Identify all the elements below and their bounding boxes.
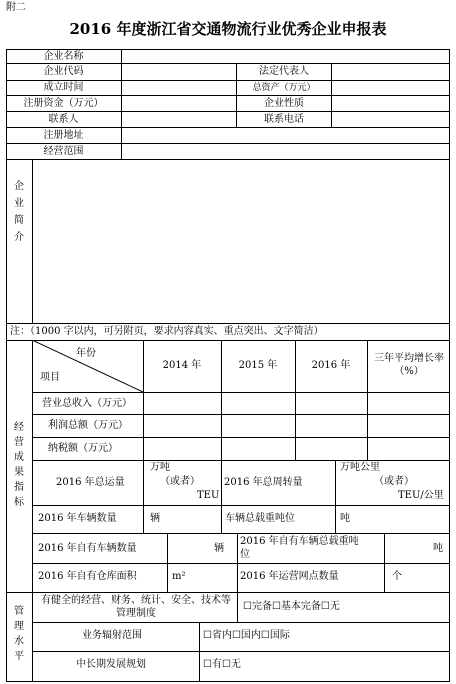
reg-capital-field[interactable] [122,96,236,111]
systems-options[interactable]: ☐完备☐基本完备☐无 [243,601,340,612]
freight-label: 2016 年总运量 [56,477,125,488]
nature-label: 企业性质 [264,98,304,109]
contact-label: 联系人 [48,114,79,125]
company-name-field[interactable] [122,50,449,63]
tonnage-unit: 吨 [340,513,350,524]
intro-label: 企业简介 [14,181,24,243]
header-year: 年份 [76,348,96,359]
own-tonnage-unit: 吨 [433,543,443,554]
vehicles-label: 2016 年车辆数量 [38,513,117,524]
turnover-unit-bot: TEU/公里 [398,490,444,501]
legal-rep-label: 法定代表人 [259,66,309,77]
nature-field[interactable] [332,96,449,111]
freight-unit-top: 万吨 [150,462,170,473]
year-2015: 2015 年 [238,360,278,371]
vehicles-unit: 辆 [150,513,160,524]
plan-label: 中长期发展规划 [76,659,146,670]
revenue-row-fields[interactable] [144,393,449,414]
company-code-label: 企业代码 [43,66,84,77]
company-name-label: 企业名称 [43,51,84,62]
year-2014: 2014 年 [162,360,202,371]
header-item: 项目 [40,372,60,383]
intro-textarea[interactable] [33,160,449,323]
year-2016: 2016 年 [311,360,351,371]
plan-options[interactable]: ☐有☐无 [203,659,241,670]
established-field[interactable] [122,81,236,95]
total-assets-field[interactable] [332,81,449,95]
warehouse-unit: m² [172,571,186,582]
own-tonnage-label-line1: 2016 年自有车辆总载重吨 [240,536,359,547]
own-vehicles-label: 2016 年自有车辆数量 [38,543,137,554]
systems-label: 有健全的经营、财务、统计、安全、技术等管理制度 [41,595,231,619]
performance-label: 经营成果指标 [14,422,24,508]
turnover-label: 2016 年总周转量 [224,477,303,488]
attachment-label: 附二 [6,2,26,13]
tonnage-label: 车辆总载重吨位 [225,513,295,524]
outlets-label: 2016 年运营网点数量 [240,571,339,582]
own-vehicles-unit: 辆 [214,543,224,554]
growth-header: 三年平均增长率（%） [374,353,444,377]
reg-address-label: 注册地址 [43,130,84,141]
total-assets-label: 总资产（万元） [252,83,316,93]
scope-field[interactable] [122,144,449,159]
contact-field[interactable] [122,112,236,127]
company-code-field[interactable] [122,64,236,80]
phone-field[interactable] [332,112,449,127]
outlets-unit: 个 [392,571,402,582]
form-title: 2016 年度浙江省交通物流行业优秀企业申报表 [69,20,387,38]
turnover-unit-mid: （或者） [374,476,414,487]
intro-note: 注：（1000 字以内，可另附页，要求内容真实、重点突出、文字简洁） [10,326,324,337]
freight-unit-bot: TEU [197,490,220,501]
warehouse-label: 2016 年自有仓库面积 [38,571,137,582]
own-tonnage-label-line2: 位 [240,549,250,560]
phone-label: 联系电话 [264,114,304,125]
reg-address-field[interactable] [122,128,449,143]
coverage-label: 业务辐射范围 [82,630,142,641]
profit-row-fields[interactable] [144,415,449,437]
coverage-options[interactable]: ☐省内☐国内☐国际 [203,630,290,641]
legal-rep-field[interactable] [332,64,449,80]
established-label: 成立时间 [43,82,84,93]
turnover-unit-top: 万吨公里 [340,462,380,473]
freight-unit-mid: （或者） [160,476,200,487]
revenue-label: 营业总收入（万元） [42,398,132,409]
management-label: 管理水平 [14,606,24,662]
scope-label: 经营范围 [43,146,84,157]
reg-capital-label: 注册资金（万元） [23,98,104,109]
tax-label: 纳税额（万元） [48,443,118,454]
tax-row-fields[interactable] [144,438,449,460]
profit-label: 利润总额（万元） [48,420,128,431]
